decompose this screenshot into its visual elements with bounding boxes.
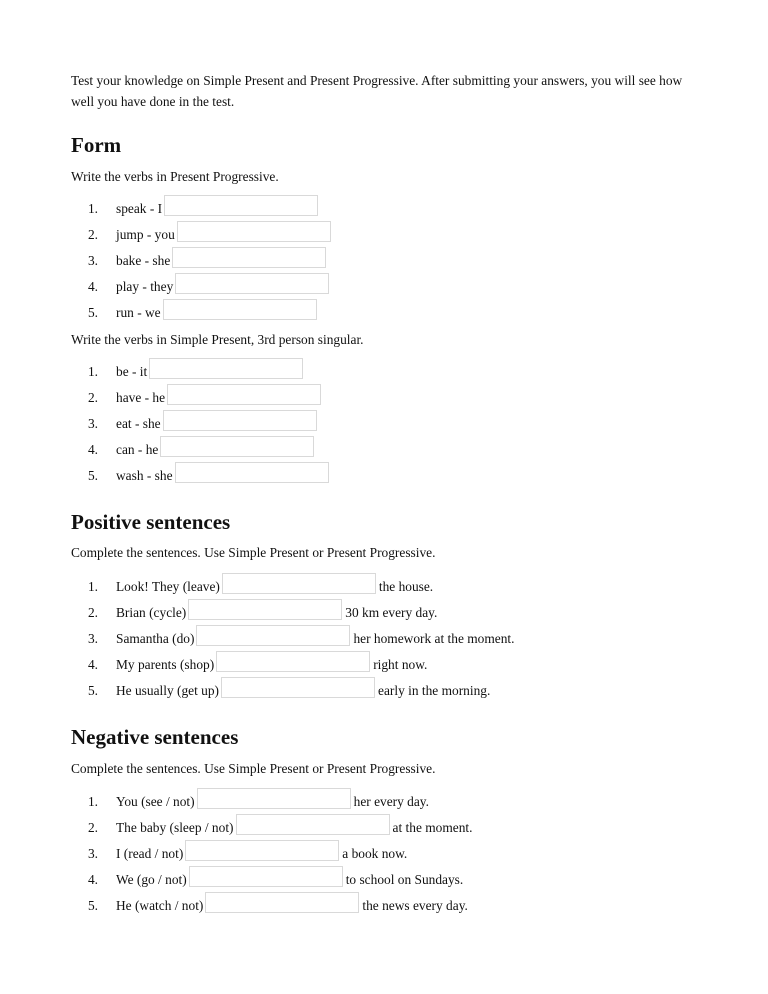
item-continuation: to school on Sundays. [345, 872, 464, 887]
item-number: 5. [87, 898, 98, 913]
answer-input[interactable] [196, 625, 350, 646]
item-number: 2. [87, 227, 98, 242]
list-item [71, 359, 329, 385]
item-number: 1. [87, 794, 98, 809]
item-continuation: her every day. [353, 794, 429, 809]
item-number: 1. [87, 364, 98, 379]
item-continuation: at the moment. [392, 820, 473, 835]
item-prompt: We (go / not) [116, 872, 187, 887]
list-item [71, 789, 472, 815]
item-number: 3. [87, 416, 98, 431]
item-number: 3. [87, 253, 98, 268]
item-prompt: run - we [116, 305, 161, 320]
list-item [71, 274, 331, 300]
answer-input[interactable] [163, 410, 317, 431]
item-prompt: jump - you [116, 227, 175, 242]
list-item [71, 463, 329, 489]
list-item [71, 893, 472, 919]
item-number: 2. [87, 390, 98, 405]
list-item [71, 574, 514, 600]
answer-input[interactable] [175, 273, 329, 294]
positive-sentences-list [71, 574, 514, 704]
item-number: 1. [87, 201, 98, 216]
answer-input[interactable] [177, 221, 331, 242]
answer-input[interactable] [163, 299, 317, 320]
simple-present-list [71, 359, 329, 489]
item-prompt: have - he [116, 390, 166, 405]
item-number: 5. [87, 683, 98, 698]
item-prompt: He usually (get up) [116, 683, 220, 698]
item-prompt: wash - she [116, 468, 173, 483]
item-number: 4. [87, 872, 98, 887]
item-number: 4. [87, 657, 98, 672]
answer-input[interactable] [197, 788, 351, 809]
list-item [71, 841, 472, 867]
item-continuation: early in the morning. [378, 683, 491, 698]
negative-instruction: Complete the sentences. Use Simple Present or Present Progressive. [71, 761, 436, 776]
present-progressive-list [71, 196, 331, 326]
item-number: 4. [87, 442, 98, 457]
item-continuation: a book now. [342, 846, 408, 861]
answer-input[interactable] [205, 892, 359, 913]
item-prompt: Look! They (leave) [116, 579, 220, 594]
item-continuation: her homework at the moment. [353, 631, 515, 646]
positive-instruction: Complete the sentences. Use Simple Present or Present Progressive. [71, 545, 436, 560]
answer-input[interactable] [236, 814, 390, 835]
item-prompt: Samantha (do) [116, 631, 195, 646]
answer-input[interactable] [172, 247, 326, 268]
list-item [71, 222, 331, 248]
positive-sentences-heading: Positive sentences [71, 510, 231, 534]
item-continuation: right now. [373, 657, 428, 672]
item-prompt: I (read / not) [116, 846, 184, 861]
list-item [71, 652, 514, 678]
list-item [71, 300, 331, 326]
answer-input[interactable] [188, 599, 342, 620]
item-number: 2. [87, 820, 98, 835]
list-item [71, 411, 329, 437]
form-instruction-present-progressive: Write the verbs in Present Progressive. [71, 169, 279, 184]
answer-input[interactable] [164, 195, 318, 216]
item-prompt: be - it [116, 364, 148, 379]
item-prompt: You (see / not) [116, 794, 195, 809]
answer-input[interactable] [216, 651, 370, 672]
list-item [71, 437, 329, 463]
list-item [71, 815, 472, 841]
item-continuation: the news every day. [362, 898, 468, 913]
item-number: 3. [87, 631, 98, 646]
item-prompt: The baby (sleep / not) [116, 820, 234, 835]
answer-input[interactable] [160, 436, 314, 457]
negative-sentences-heading: Negative sentences [71, 725, 239, 749]
item-number: 4. [87, 279, 98, 294]
list-item [71, 867, 472, 893]
item-number: 5. [87, 468, 98, 483]
answer-input[interactable] [175, 462, 329, 483]
answer-input[interactable] [167, 384, 321, 405]
answer-input[interactable] [149, 358, 303, 379]
form-heading: Form [71, 133, 122, 157]
answer-input[interactable] [189, 866, 343, 887]
item-number: 5. [87, 305, 98, 320]
item-prompt: My parents (shop) [116, 657, 215, 672]
item-prompt: can - he [116, 442, 159, 457]
answer-input[interactable] [221, 677, 375, 698]
list-item [71, 248, 331, 274]
item-prompt: Brian (cycle) [116, 605, 187, 620]
item-continuation: 30 km every day. [345, 605, 438, 620]
answer-input[interactable] [185, 840, 339, 861]
list-item [71, 626, 514, 652]
item-prompt: bake - she [116, 253, 171, 268]
answer-input[interactable] [222, 573, 376, 594]
item-prompt: play - they [116, 279, 174, 294]
list-item [71, 600, 514, 626]
item-number: 1. [87, 579, 98, 594]
intro-text: Test your knowledge on Simple Present and Present Progressive. After submitting your answers, you will see how well you have done in the test. [71, 73, 683, 109]
list-item [71, 678, 514, 704]
list-item [71, 385, 329, 411]
item-prompt: speak - I [116, 201, 163, 216]
item-number: 3. [87, 846, 98, 861]
item-prompt: eat - she [116, 416, 161, 431]
form-instruction-simple-present: Write the verbs in Simple Present, 3rd person singular. [71, 332, 364, 347]
item-continuation: the house. [378, 579, 434, 594]
item-number: 2. [87, 605, 98, 620]
item-prompt: He (watch / not) [116, 898, 204, 913]
negative-sentences-list [71, 789, 472, 919]
list-item [71, 196, 331, 222]
